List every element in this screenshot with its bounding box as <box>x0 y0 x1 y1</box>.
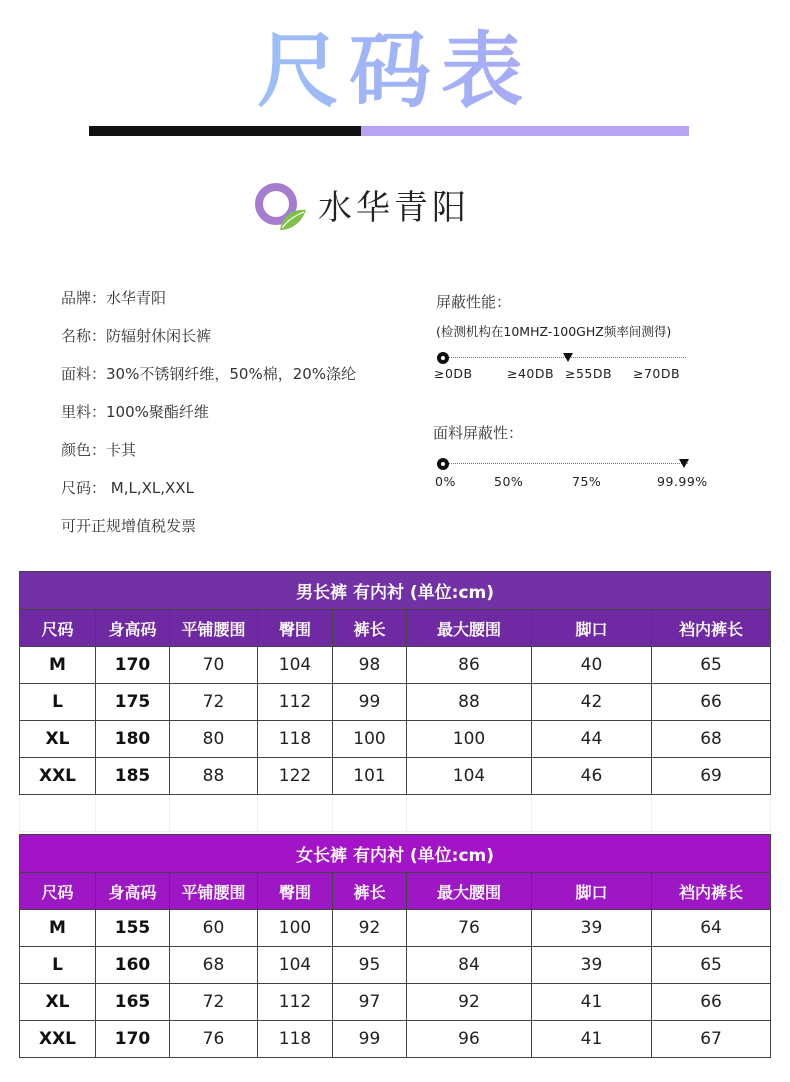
product-info <box>61 288 356 554</box>
table-cell: XL <box>20 721 96 758</box>
table-cell: 88 <box>170 758 258 795</box>
table-cell: 69 <box>652 758 771 795</box>
brand-logo-icon <box>252 180 306 234</box>
table-cell: 46 <box>532 758 652 795</box>
shielding-tick: ≥40DB <box>507 366 555 381</box>
table-cell: 88 <box>407 684 532 721</box>
table-cell: 98 <box>333 647 407 684</box>
table-cell: 155 <box>96 910 170 947</box>
fabric-shielding-tick: 75% <box>572 474 602 489</box>
shielding-tick: ≥0DB <box>434 366 473 381</box>
table-cell: 100 <box>407 721 532 758</box>
column-header: 裆内裤长 <box>652 873 771 910</box>
scale-marker-icon <box>679 459 689 468</box>
info-invoice: 可开正规增值税发票 <box>61 517 197 535</box>
table-cell: XXL <box>20 1021 96 1058</box>
table-cell: 170 <box>96 647 170 684</box>
table-row <box>20 984 771 1021</box>
table-cell: 67 <box>652 1021 771 1058</box>
table-cell: 97 <box>333 984 407 1021</box>
table-cell: 122 <box>258 758 333 795</box>
table-cell: 101 <box>333 758 407 795</box>
table-cell: 104 <box>258 647 333 684</box>
table-cell: 118 <box>258 721 333 758</box>
table-row <box>20 1021 771 1058</box>
fabric-shielding-title: 面料屏蔽性： <box>433 424 524 442</box>
table-cell: L <box>20 947 96 984</box>
table-cell: 68 <box>170 947 258 984</box>
column-header: 尺码 <box>20 873 96 910</box>
column-header: 裆内裤长 <box>652 610 771 647</box>
table-cell: XL <box>20 984 96 1021</box>
table-cell: 104 <box>258 947 333 984</box>
table-cell: 39 <box>532 910 652 947</box>
table-cell: 65 <box>652 647 771 684</box>
table-cell: 112 <box>258 684 333 721</box>
table-row <box>20 721 771 758</box>
table-cell: 165 <box>96 984 170 1021</box>
shielding-scale <box>437 351 686 365</box>
column-header: 臀围 <box>258 873 333 910</box>
table-cell: 60 <box>170 910 258 947</box>
table-row <box>20 758 771 795</box>
table-row <box>20 910 771 947</box>
info-lining: 里料：100%聚酯纤维 <box>61 403 209 421</box>
brand-name: 水华青阳 <box>318 188 470 228</box>
shielding-tick: ≥55DB <box>565 366 613 381</box>
scale-marker-icon <box>563 353 573 362</box>
table-cell: 41 <box>532 984 652 1021</box>
men-table-header <box>20 610 771 647</box>
column-header: 身高码 <box>96 873 170 910</box>
table-row <box>20 684 771 721</box>
table-cell: 68 <box>652 721 771 758</box>
shielding-tick: ≥70DB <box>633 366 681 381</box>
info-name: 名称：防辐射休闲长裤 <box>61 327 212 345</box>
table-cell: 72 <box>170 984 258 1021</box>
table-row <box>20 947 771 984</box>
fabric-shielding-tick: 50% <box>494 474 524 489</box>
fabric-shielding-scale <box>437 457 688 471</box>
column-header: 平铺腰围 <box>170 873 258 910</box>
women-table-caption: 女长裤 有内衬 (单位:cm) <box>20 835 771 873</box>
column-header: 裤长 <box>333 610 407 647</box>
table-cell: XXL <box>20 758 96 795</box>
table-cell: 112 <box>258 984 333 1021</box>
scale-start-icon <box>437 352 449 364</box>
table-cell: 40 <box>532 647 652 684</box>
table-cell: 118 <box>258 1021 333 1058</box>
table-cell: 44 <box>532 721 652 758</box>
table-cell: 160 <box>96 947 170 984</box>
table-cell: 185 <box>96 758 170 795</box>
title-underline-dark <box>89 126 361 136</box>
table-cell: 99 <box>333 1021 407 1058</box>
table-cell: 41 <box>532 1021 652 1058</box>
table-cell: 84 <box>407 947 532 984</box>
column-header: 平铺腰围 <box>170 610 258 647</box>
table-cell: 96 <box>407 1021 532 1058</box>
fabric-shielding-tick: 99.99% <box>657 474 708 489</box>
men-table-caption: 男长裤 有内衬 (单位:cm) <box>20 572 771 610</box>
info-fabric: 面料：30%不锈钢纤维，50%棉，20%涤纶 <box>61 365 357 383</box>
table-cell: 95 <box>333 947 407 984</box>
column-header: 尺码 <box>20 610 96 647</box>
table-cell: 86 <box>407 647 532 684</box>
table-blank-row <box>20 795 771 832</box>
men-size-table <box>19 571 771 832</box>
table-cell: 66 <box>652 684 771 721</box>
info-sizes: 尺码： M,L,XL,XXL <box>61 479 194 497</box>
shielding-note: (检测机构在10MHZ-100GHZ频率间测得) <box>436 324 672 339</box>
table-cell: 100 <box>333 721 407 758</box>
table-cell: 66 <box>652 984 771 1021</box>
table-cell: M <box>20 647 96 684</box>
table-cell: 99 <box>333 684 407 721</box>
women-table-header <box>20 873 771 910</box>
page-title: 尺码表 <box>0 22 790 122</box>
table-cell: 170 <box>96 1021 170 1058</box>
shielding-title: 屏蔽性能： <box>436 293 512 311</box>
table-cell: 64 <box>652 910 771 947</box>
table-cell: 39 <box>532 947 652 984</box>
column-header: 最大腰围 <box>407 873 532 910</box>
table-cell: 100 <box>258 910 333 947</box>
info-color: 颜色：卡其 <box>61 441 137 459</box>
column-header: 臀围 <box>258 610 333 647</box>
column-header: 脚口 <box>532 873 652 910</box>
table-cell: 65 <box>652 947 771 984</box>
title-underline-light <box>361 126 689 136</box>
table-cell: M <box>20 910 96 947</box>
table-cell: 42 <box>532 684 652 721</box>
table-cell: 175 <box>96 684 170 721</box>
table-cell: 80 <box>170 721 258 758</box>
table-cell: 92 <box>407 984 532 1021</box>
column-header: 脚口 <box>532 610 652 647</box>
table-cell: 70 <box>170 647 258 684</box>
column-header: 裤长 <box>333 873 407 910</box>
info-brand: 品牌：水华青阳 <box>61 289 167 307</box>
scale-start-icon <box>437 458 449 470</box>
table-row <box>20 647 771 684</box>
table-cell: 180 <box>96 721 170 758</box>
table-cell: 104 <box>407 758 532 795</box>
table-cell: 92 <box>333 910 407 947</box>
fabric-shielding-tick: 0% <box>435 474 456 489</box>
table-cell: L <box>20 684 96 721</box>
table-cell: 76 <box>170 1021 258 1058</box>
women-size-table <box>19 834 771 1058</box>
table-cell: 76 <box>407 910 532 947</box>
column-header: 最大腰围 <box>407 610 532 647</box>
table-cell: 72 <box>170 684 258 721</box>
column-header: 身高码 <box>96 610 170 647</box>
